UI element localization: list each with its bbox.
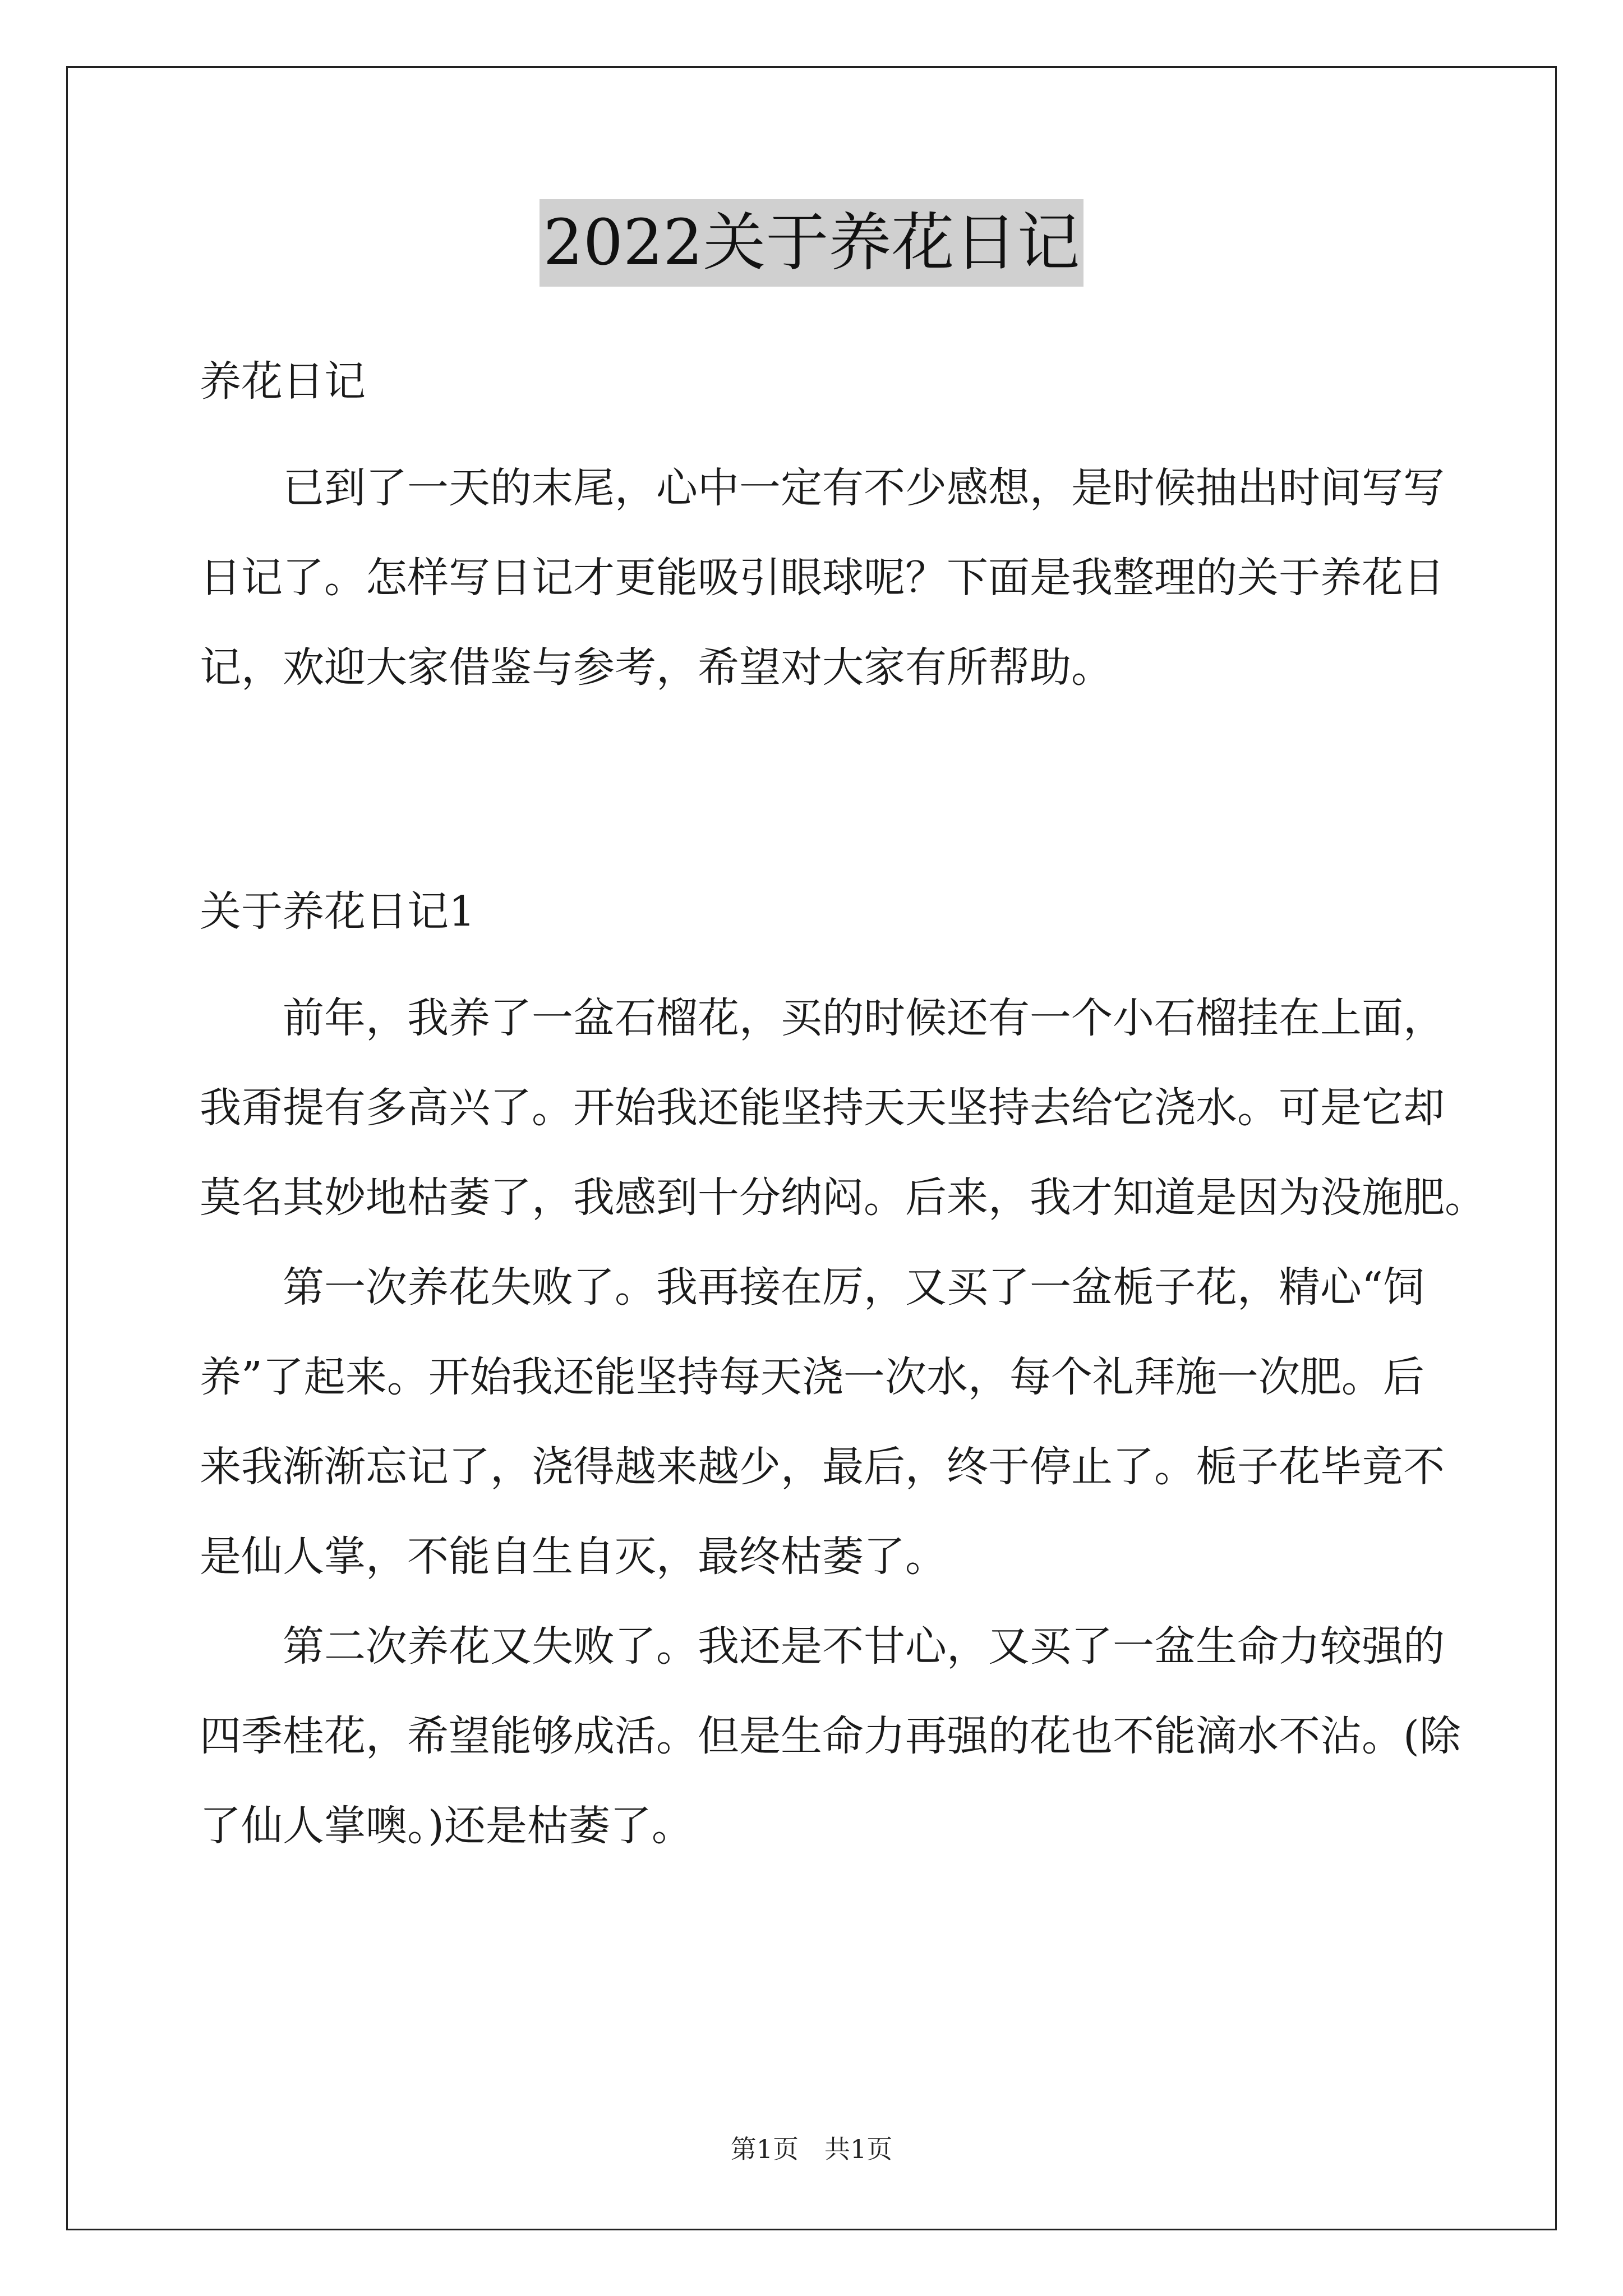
text-line: 已到了一天的末尾，心中一定有不少感想，是时候抽出时间写写 <box>200 464 1445 512</box>
text-line: 前年，我养了一盆石榴花，买的时候还有一个小石榴挂在上面， <box>200 994 1445 1042</box>
text-line: 莫名其妙地枯萎了，我感到十分纳闷。后来，我才知道是因为没施肥。 <box>200 1174 1486 1222</box>
text-line: 了仙人掌噢。)还是枯萎了。 <box>200 1802 693 1850</box>
text-line: 是仙人掌，不能自生自灭，最终枯萎了。 <box>200 1533 947 1581</box>
text-line: 养”了起来。开始我还能坚持每天浇一次水，每个礼拜施一次肥。后 <box>200 1353 1424 1401</box>
document-title: 2022关于养花日记 <box>540 199 1083 287</box>
intro-paragraph <box>200 443 1484 712</box>
title-wrap <box>0 199 1623 287</box>
intro-heading: 养花日记 <box>200 357 366 406</box>
text-line: 我甭提有多高兴了。开始我还能坚持天天坚持去给它浇水。可是它却 <box>200 1084 1445 1132</box>
text-line: 来我渐渐忘记了，浇得越来越少，最后，终于停止了。栀子花毕竟不 <box>200 1443 1445 1491</box>
section-heading: 关于养花日记1 <box>200 887 476 936</box>
section-body <box>200 973 1484 1871</box>
text-line: 记，欢迎大家借鉴与参考，希望对大家有所帮助。 <box>200 643 1113 692</box>
page-footer: 第1页 共1页 <box>730 2134 893 2164</box>
text-line: 日记了。怎样写日记才更能吸引眼球呢？下面是我整理的关于养花日 <box>200 554 1445 602</box>
text-line: 四季桂花，希望能够成活。但是生命力再强的花也不能滴水不沾。(除 <box>200 1712 1461 1760</box>
text-line: 第一次养花失败了。我再接在厉，又买了一盆栀子花，精心“饲 <box>200 1263 1424 1312</box>
text-line: 第二次养花又失败了。我还是不甘心，又买了一盆生命力较强的 <box>200 1622 1445 1671</box>
